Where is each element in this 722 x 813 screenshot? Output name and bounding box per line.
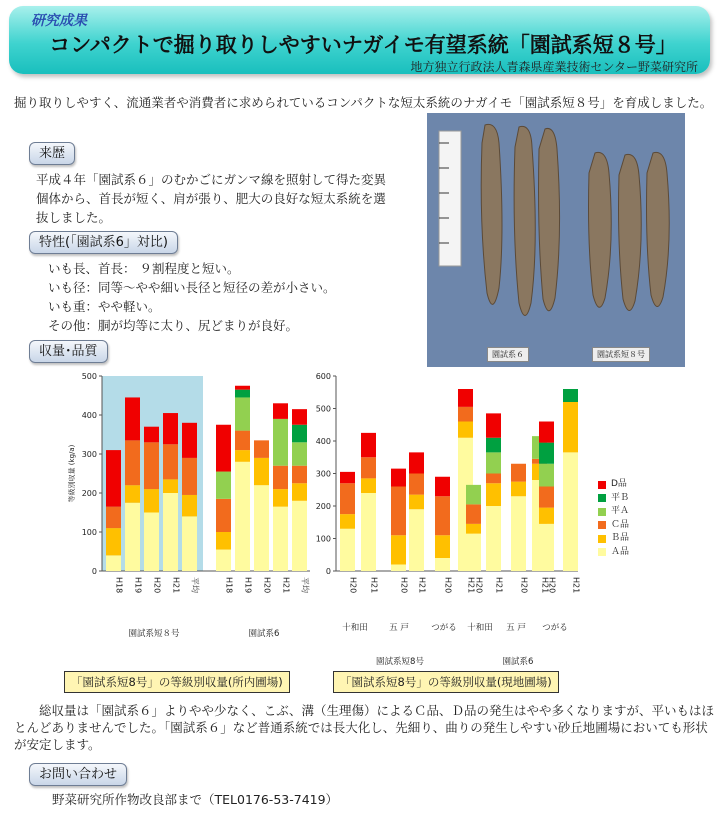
y-tick-label: 300 bbox=[81, 450, 97, 459]
y-tick-label: 100 bbox=[81, 528, 97, 537]
bar-segment bbox=[254, 458, 269, 485]
bar-segment bbox=[511, 464, 526, 482]
site-label: 五 戸 bbox=[506, 623, 526, 633]
photo-caption-right: 園試系短８号 bbox=[592, 347, 650, 362]
bar-segment bbox=[235, 397, 250, 430]
bar-segment bbox=[409, 509, 424, 571]
bar-segment bbox=[458, 407, 473, 422]
bar-segment bbox=[539, 508, 554, 524]
bar-segment bbox=[466, 485, 481, 505]
bar-segment bbox=[292, 483, 307, 501]
bar-segment bbox=[125, 485, 140, 503]
trait-item: いも径：同等～やや細い長径と短径の差が小さい。 bbox=[48, 280, 336, 295]
yam-photo-drawing bbox=[427, 113, 685, 367]
y-tick-label: 0 bbox=[91, 567, 97, 576]
summary-text: 総収量は「園試系６」よりやや少なく、こぶ、溝（生理傷）によるＣ品、Ｄ品の発生はやや多くなりますが、平いもはほとんどありませんでした。「園試系６」など普通系統では長大化し、先細り、曲りの発生しやすい砂丘地圃場においても形状が安定します。 bbox=[14, 703, 715, 752]
x-tick-label: H20 bbox=[547, 577, 557, 594]
legend-swatch bbox=[598, 548, 606, 556]
x-tick-label: H20 bbox=[348, 577, 358, 594]
bar-segment bbox=[391, 535, 406, 564]
x-tick-label: H20 bbox=[152, 577, 162, 594]
bar-segment bbox=[511, 496, 526, 571]
title-banner bbox=[9, 6, 710, 74]
bar-segment bbox=[144, 489, 159, 512]
traits-list bbox=[48, 259, 336, 335]
bar-segment bbox=[292, 425, 307, 443]
bar-segment bbox=[163, 444, 178, 479]
bar-segment bbox=[106, 528, 121, 555]
bar-segment bbox=[361, 457, 376, 478]
group-label: 園試系6 bbox=[248, 629, 280, 639]
bar-segment bbox=[273, 403, 288, 419]
bar-segment bbox=[106, 555, 121, 571]
bar-segment bbox=[182, 495, 197, 516]
history-heading: 来歴 bbox=[29, 142, 75, 165]
page-title: コンパクトで掘り取りしやすいナガイモ有望系統「園試系短８号」 bbox=[49, 33, 677, 57]
bar-segment bbox=[435, 558, 450, 571]
y-tick-label: 200 bbox=[315, 502, 331, 511]
bar-segment bbox=[409, 495, 424, 510]
bar-segment bbox=[340, 483, 355, 514]
bar-segment bbox=[486, 413, 501, 437]
bar-segment bbox=[273, 489, 288, 507]
x-tick-label: H21 bbox=[171, 577, 181, 594]
y-tick-label: 500 bbox=[315, 404, 331, 414]
legend-label: 平Ａ bbox=[611, 506, 630, 516]
bar-segment bbox=[182, 516, 197, 571]
chart-onsite-yield bbox=[67, 372, 311, 639]
bar-segment bbox=[539, 443, 554, 464]
photo-caption-left: 園試系６ bbox=[487, 347, 529, 362]
bar-segment bbox=[292, 501, 307, 571]
bar-segment bbox=[144, 513, 159, 572]
x-tick-label: H19 bbox=[133, 577, 143, 594]
y-axis-label: 等級別収量 (kg/a) bbox=[68, 444, 76, 503]
bar-segment bbox=[340, 514, 355, 529]
x-tick-label: H20 bbox=[474, 577, 484, 594]
bar-segment bbox=[106, 507, 121, 528]
x-tick-label: H20 bbox=[399, 577, 409, 594]
bar-segment bbox=[216, 532, 231, 550]
bar-segment bbox=[254, 485, 269, 571]
organization-name: 地方独立行政法人青森県産業技術センター野菜研究所 bbox=[410, 60, 698, 74]
chart-caption-field: 「園試系短8号」の等級別収量(現地圃場) bbox=[333, 671, 559, 693]
chart-field-yield bbox=[316, 372, 581, 667]
y-tick-label: 0 bbox=[325, 567, 331, 576]
bar-segment bbox=[486, 474, 501, 484]
site-label: つがる bbox=[542, 623, 568, 633]
chart-legend bbox=[598, 478, 629, 559]
legend-swatch bbox=[598, 535, 606, 543]
bar-segment bbox=[435, 535, 450, 558]
bar-segment bbox=[511, 482, 526, 497]
bar-segment bbox=[486, 452, 501, 473]
bar-segment bbox=[216, 499, 231, 532]
trait-item: いも重：やや軽い。 bbox=[48, 299, 161, 314]
x-tick-label: H21 bbox=[466, 577, 476, 594]
legend-swatch bbox=[598, 481, 606, 489]
y-tick-label: 600 bbox=[315, 372, 331, 381]
x-tick-label: H20 bbox=[519, 577, 529, 594]
bar-segment bbox=[273, 419, 288, 466]
bar-segment bbox=[273, 466, 288, 489]
group-label: 園試系短８号 bbox=[128, 629, 180, 639]
bar-segment bbox=[182, 458, 197, 495]
bar-segment bbox=[466, 504, 481, 524]
x-tick-label: H18 bbox=[224, 577, 234, 594]
bar-segment bbox=[144, 427, 159, 443]
traits-heading: 特性(「園試系6」対比) bbox=[29, 231, 178, 254]
legend-item bbox=[598, 478, 629, 492]
bar-segment bbox=[235, 386, 250, 390]
x-tick-label: 平均 bbox=[190, 577, 200, 593]
legend-label: D品 bbox=[611, 479, 627, 489]
trait-item: いも長、首長： ９割程度と短い。 bbox=[48, 261, 240, 276]
bar-segment bbox=[163, 479, 178, 493]
x-tick-label: H21 bbox=[571, 577, 581, 594]
group-label: 園試系短8号 bbox=[376, 657, 424, 667]
bar-segment bbox=[182, 423, 197, 458]
bar-segment bbox=[466, 534, 481, 571]
legend-label: Ａ品 bbox=[611, 546, 630, 557]
bar-segment bbox=[106, 450, 121, 507]
yield-charts bbox=[66, 368, 596, 668]
bar-segment bbox=[254, 440, 269, 458]
bar-segment bbox=[563, 389, 578, 402]
bar-segment bbox=[235, 450, 250, 462]
bar-segment bbox=[409, 452, 424, 473]
legend-item bbox=[598, 505, 629, 519]
bar-segment bbox=[539, 524, 554, 571]
x-tick-label: H19 bbox=[243, 577, 253, 594]
bar-segment bbox=[435, 496, 450, 535]
site-label: つがる bbox=[431, 623, 457, 633]
ruler-icon bbox=[439, 131, 461, 266]
legend-swatch bbox=[598, 494, 606, 502]
x-tick-label: H21 bbox=[281, 577, 291, 594]
x-tick-label: H18 bbox=[114, 577, 124, 594]
bar-segment bbox=[563, 402, 578, 452]
bar-segment bbox=[340, 472, 355, 483]
intro-text: 掘り取りしやすく、流通業者や消費者に求められているコンパクトな短太系統のナガイモ「園試系短８号」を育成しました。 bbox=[14, 95, 713, 110]
bar-segment bbox=[435, 477, 450, 497]
contact-heading: お問い合わせ bbox=[29, 763, 127, 786]
bar-segment bbox=[458, 389, 473, 407]
y-tick-label: 300 bbox=[315, 469, 331, 479]
contact-text: 野菜研究所作物改良部まで（TEL0176-53-7419） bbox=[52, 792, 339, 807]
bar-segment bbox=[486, 483, 501, 506]
y-tick-label: 400 bbox=[81, 411, 97, 420]
bar-segment bbox=[409, 474, 424, 495]
bar-segment bbox=[292, 442, 307, 465]
bar-segment bbox=[125, 397, 140, 440]
legend-item bbox=[598, 519, 629, 533]
site-label: 五 戸 bbox=[389, 623, 409, 633]
y-tick-label: 100 bbox=[315, 534, 331, 544]
bar-segment bbox=[361, 478, 376, 493]
legend-swatch bbox=[598, 508, 606, 516]
legend-label: Ｃ品 bbox=[611, 519, 630, 530]
bar-segment bbox=[235, 390, 250, 398]
bar-segment bbox=[163, 493, 178, 571]
bar-segment bbox=[391, 565, 406, 572]
legend-label: Ｂ品 bbox=[611, 533, 630, 543]
y-tick-label: 400 bbox=[315, 437, 331, 446]
legend-item bbox=[598, 546, 629, 560]
bar-segment bbox=[340, 529, 355, 571]
x-tick-label: H21 bbox=[417, 577, 427, 594]
bar-segment bbox=[539, 464, 554, 487]
bar-segment bbox=[273, 507, 288, 571]
x-tick-label: H21 bbox=[369, 577, 379, 594]
bar-segment bbox=[216, 550, 231, 571]
yam-photo bbox=[427, 113, 685, 367]
legend-label: 平Ｂ bbox=[611, 492, 630, 503]
bar-segment bbox=[235, 462, 250, 571]
site-label: 十和田 bbox=[342, 623, 368, 633]
bar-segment bbox=[361, 433, 376, 457]
bar-segment bbox=[125, 440, 140, 485]
bar-segment bbox=[144, 442, 159, 489]
legend-item bbox=[598, 532, 629, 546]
history-text: 平成４年「園試系６」のむかごにガンマ線を照射して得た変異個体から、首長が短く、肩が張り、肥大の良好な短太系統を選抜しました。 bbox=[36, 172, 387, 225]
legend-swatch bbox=[598, 521, 606, 529]
trait-item: その他：胴が均等に太り、尻どまりが良好。 bbox=[48, 318, 299, 333]
legend-item bbox=[598, 492, 629, 506]
bar-segment bbox=[486, 438, 501, 453]
bar-segment bbox=[563, 452, 578, 571]
chart-caption-onsite: 「園試系短8号」の等級別収量(所内圃場) bbox=[64, 671, 290, 693]
x-tick-label: H21 bbox=[494, 577, 504, 594]
yield-heading: 収量･品質 bbox=[29, 340, 108, 363]
bar-segment bbox=[486, 506, 501, 571]
bar-segment bbox=[466, 524, 481, 534]
y-tick-label: 200 bbox=[81, 489, 97, 498]
x-tick-label: H20 bbox=[443, 577, 453, 594]
bar-segment bbox=[539, 422, 554, 443]
bar-segment bbox=[292, 409, 307, 425]
bar-segment bbox=[235, 431, 250, 451]
bar-segment bbox=[163, 413, 178, 444]
x-tick-label: H21 bbox=[540, 577, 550, 594]
y-tick-label: 500 bbox=[81, 372, 97, 381]
bar-segment bbox=[216, 472, 231, 499]
bar-segment bbox=[539, 487, 554, 508]
bar-segment bbox=[391, 487, 406, 536]
bar-segment bbox=[361, 493, 376, 571]
x-tick-label: H20 bbox=[262, 577, 272, 594]
bar-segment bbox=[125, 503, 140, 571]
x-tick-label: 平均 bbox=[300, 577, 310, 593]
research-tag: 研究成果 bbox=[31, 13, 87, 29]
bar-segment bbox=[292, 466, 307, 484]
group-label: 園試系6 bbox=[502, 657, 534, 667]
bar-segment bbox=[216, 425, 231, 472]
site-label: 十和田 bbox=[467, 623, 493, 633]
bar-segment bbox=[391, 469, 406, 487]
bar-segment bbox=[458, 422, 473, 438]
